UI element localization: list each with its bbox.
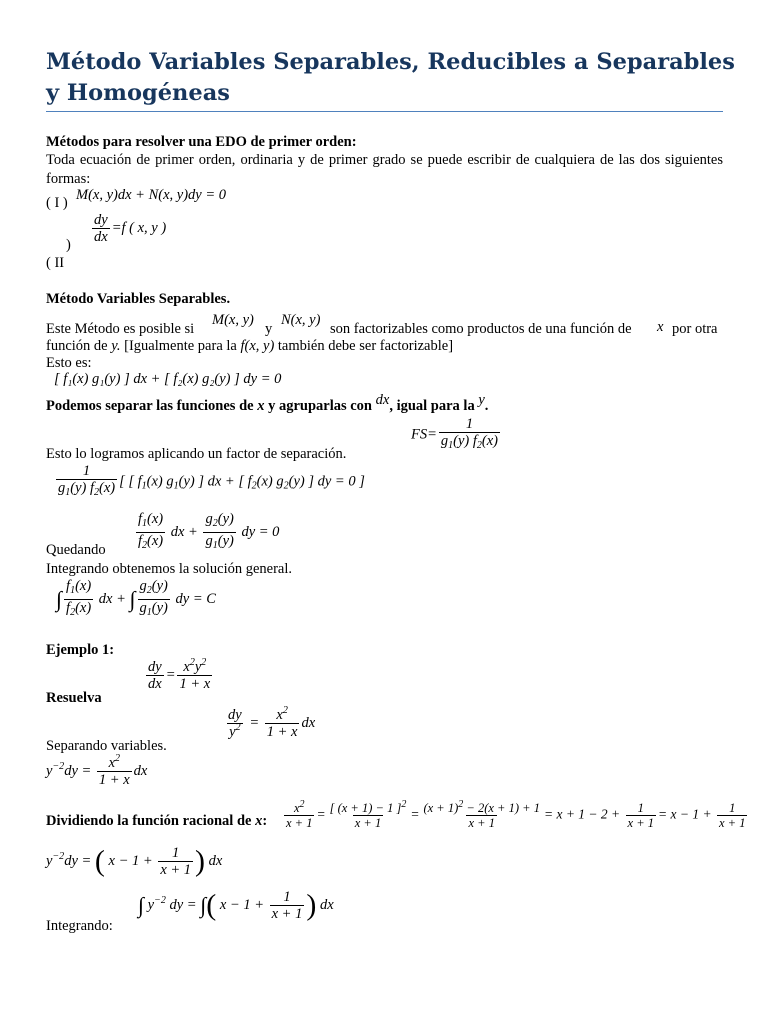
equation-form-i: M(x, y)dx + N(x, y)dy = 0 — [76, 187, 226, 203]
example-heading: Ejemplo 1: — [46, 642, 115, 658]
separation-factor — [411, 416, 502, 454]
condition-line2-c: también debe ser factorizable] — [277, 338, 454, 354]
integrated-equation: ∫ $y^{-2}$ dy = ∫( x − 1 + $\frac{1}{x + 1}$ ) dx — [138, 888, 334, 922]
factor-numerator: 1 — [82, 463, 91, 479]
example-ode: $\frac{dy}{dx}$ = $\frac{x^2y^2}{1 + x}$ — [148, 657, 211, 692]
division-expression: $\frac{x^2}{x + 1}$ = $\frac{[ (x + 1) - 1 ]^2}{x + 1}$ = $\frac{(x + 1)^2 - 2(x + 1) + 1}{x + 1}$ = x + 1 − 2 + $\frac{1}{x + 1}$ = x − 1 + $\frac{1}{x + 1}$ — [286, 798, 746, 830]
sep-dx: dx — [375, 392, 390, 408]
quedando: Quedando — [46, 542, 106, 558]
sep-x: x — [257, 398, 265, 414]
condition-line2-b: [Igualmente para la — [124, 338, 237, 354]
separating-variables: Separando variables. — [46, 738, 167, 754]
division-label-x: x — [255, 813, 263, 829]
form-label-i: ( I ) — [46, 195, 68, 211]
general-solution: ∫ $\frac{f_1(x)}{f_2(x)}$ dx + ∫ $\frac{g_2(y)}{g_1(y)}$ dy = C — [56, 578, 216, 621]
condition-line2 — [46, 338, 453, 355]
sep-b: y agruparlas con — [268, 398, 372, 414]
condition-line2-a: función de — [46, 338, 108, 354]
integrando-label: Integrando: — [46, 918, 113, 934]
solution-rhs: dy = C — [175, 590, 216, 607]
fs-denominator: $g_1(y)$ $f_2(x)$ — [439, 432, 500, 454]
separable-equation: [ f₁(x) g₁(y) ] dx + [ f₂(x) g₂(y) ] dy = 0 — [54, 371, 282, 387]
section-heading-methods: Métodos para resolver una EDO de primer orden: — [46, 134, 357, 150]
m-xy: M(x, y) — [212, 312, 254, 328]
fs-numerator: 1 — [465, 416, 474, 432]
factor-applied-equation: $\frac{1}{g_1(y) f_2(x)}$ [ [ $f_1(x)$ $g_1(y)$ ] dx + [ $f_2(x)$ $g_2(y)$ ] dy = 0 ] — [54, 463, 365, 501]
form-label-ii-open: ( II — [46, 255, 65, 271]
sep-y: y — [478, 392, 485, 408]
intro-paragraph: Toda ecuación de primer orden, ordinaria y de primer grado se puede escribir de cualquiera de las dos siguientes formas: — [46, 152, 723, 187]
negative-power-equation: $y^{-2}dy$ = $\frac{x^2}{1 + x}$ dx — [46, 753, 148, 788]
eq2-numerator: dy — [94, 212, 108, 228]
eq2-rhs: =f ( x, y ) — [111, 219, 167, 236]
form-label-ii-close: ) — [66, 237, 71, 253]
factor-text: Esto lo logramos aplicando un factor de separación. — [46, 446, 347, 462]
separated-example-equation: $\frac{dy}{y^2}$ = $\frac{x^2}{1 + x}$ dx — [228, 705, 316, 740]
condition-y: y — [265, 321, 273, 337]
esto-es: Esto es: — [46, 355, 92, 371]
factor-denominator: $g_1(y)$ $f_2(x)$ — [56, 479, 117, 501]
sep-d: . — [484, 398, 489, 414]
condition-text-b: son factorizables como productos de una función de — [330, 321, 632, 337]
condition-text-a: Este Método es posible si — [46, 321, 195, 337]
eq2-denominator: dx — [94, 229, 108, 245]
resuelva: Resuelva — [46, 690, 102, 706]
equation-form-ii — [90, 212, 166, 245]
separated-equation: $\frac{f_1(x)}{f_2(x)}$ dx + $\frac{g_2(y)}{g_1(y)}$ dy = 0 — [134, 511, 279, 554]
division-label-text: Dividiendo la función racional de — [46, 813, 252, 829]
condition-x: x — [657, 319, 664, 335]
n-xy: N(x, y) — [281, 312, 321, 328]
separate-statement — [46, 392, 489, 415]
fs-label: FS= — [411, 426, 437, 443]
sep-a: Podemos separar las funciones de — [46, 398, 254, 414]
integrando-general: Integrando obtenemos la solución general. — [46, 561, 293, 577]
page-title: Método Variables Separables, Reducibles a Separables y Homogéneas — [46, 49, 735, 106]
condition-line2-y: y. — [111, 338, 121, 354]
condition-line2-f: f(x, y) — [240, 338, 275, 354]
sep-c: , igual para la — [389, 398, 475, 414]
condition-text-c: por otra — [672, 321, 718, 337]
rewritten-equation: $y^{-2}dy$ = ( x − 1 + $\frac{1}{x + 1}$ ) dx — [46, 844, 223, 878]
title-divider — [46, 111, 723, 112]
section-heading-separable: Método Variables Separables. — [46, 291, 231, 307]
division-label: Dividiendo la función racional de x: — [46, 813, 268, 829]
